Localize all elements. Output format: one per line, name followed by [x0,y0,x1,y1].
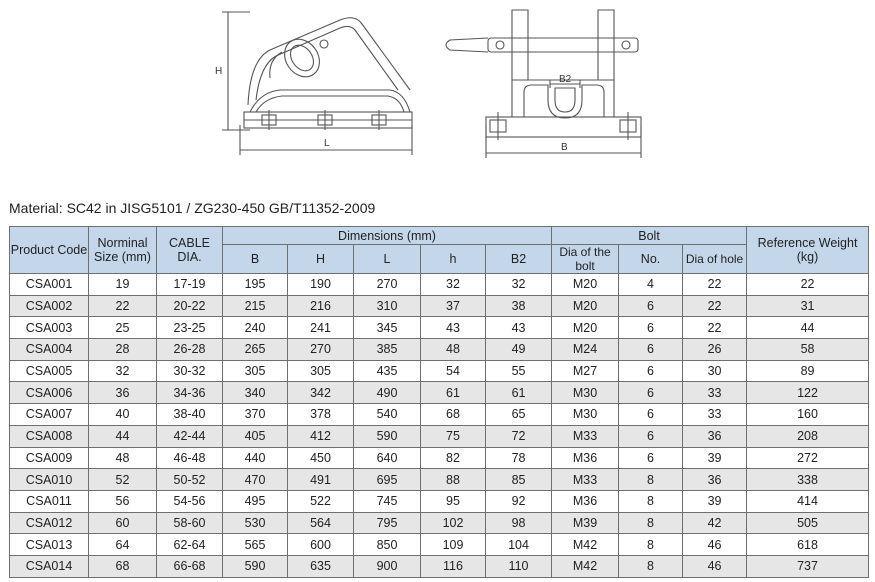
table-cell: 32 [421,274,486,296]
table-cell: 470 [223,469,288,491]
table-cell: 30 [683,360,747,382]
table-cell: 42-44 [157,425,223,447]
table-row [10,512,869,534]
table-cell: 44 [747,317,869,339]
table-cell: 85 [486,469,552,491]
table-body [10,274,869,578]
table-cell: 414 [747,490,869,512]
table-cell: 900 [354,555,421,577]
table-cell: CSA011 [10,490,89,512]
table-cell: 190 [288,274,354,296]
table-cell: 37 [421,295,486,317]
table-cell: 310 [354,295,421,317]
table-cell: M33 [552,469,619,491]
table-cell: 33 [683,404,747,426]
header-product-code: Product Code [10,227,89,274]
table-cell: 795 [354,512,421,534]
header-bolt-dia: Dia of the bolt [552,245,619,274]
table-cell: M33 [552,425,619,447]
table-cell: 30-32 [157,360,223,382]
table-cell: CSA007 [10,404,89,426]
table-row [10,555,869,577]
table-cell: 505 [747,512,869,534]
table-cell: 48 [421,339,486,361]
table-row [10,274,869,296]
table-cell: CSA004 [10,339,89,361]
table-cell: 6 [619,295,683,317]
table-cell: 65 [486,404,552,426]
table-cell: 17-19 [157,274,223,296]
table-cell: 55 [486,360,552,382]
table-cell: CSA009 [10,447,89,469]
table-cell: 635 [288,555,354,577]
table-row [10,469,869,491]
table-cell: 22 [683,295,747,317]
table-cell: M20 [552,295,619,317]
side-view-drawing [222,12,412,155]
table-cell: 82 [421,447,486,469]
table-cell: 42 [683,512,747,534]
table-cell: 38 [486,295,552,317]
table-cell: 370 [223,404,288,426]
table-cell: 618 [747,534,869,556]
b2-label: B2 [559,74,572,85]
table-cell: 435 [354,360,421,382]
table-cell: 68 [89,555,157,577]
spec-table [9,226,869,578]
table-cell: 4 [619,274,683,296]
table-cell: 8 [619,534,683,556]
table-cell: 46 [683,534,747,556]
table-cell: 240 [223,317,288,339]
table-cell: 98 [486,512,552,534]
table-row [10,360,869,382]
table-cell: 40 [89,404,157,426]
table-cell: 342 [288,382,354,404]
table-cell: 8 [619,469,683,491]
table-cell: 565 [223,534,288,556]
technical-drawings [0,0,875,175]
table-cell: 745 [354,490,421,512]
table-cell: 850 [354,534,421,556]
table-cell: 695 [354,469,421,491]
table-cell: 61 [421,382,486,404]
table-cell: 25 [89,317,157,339]
table-cell: 92 [486,490,552,512]
table-cell: 195 [223,274,288,296]
table-cell: 385 [354,339,421,361]
header-dim-l: L [354,245,421,274]
table-cell: 270 [288,339,354,361]
table-cell: 6 [619,382,683,404]
table-cell: 345 [354,317,421,339]
table-cell: CSA008 [10,425,89,447]
table-cell: 49 [486,339,552,361]
table-cell: 405 [223,425,288,447]
table-cell: 43 [486,317,552,339]
table-cell: M39 [552,512,619,534]
table-cell: 33 [683,382,747,404]
table-cell: 20-22 [157,295,223,317]
table-cell: 38-40 [157,404,223,426]
table-cell: 215 [223,295,288,317]
table-cell: 109 [421,534,486,556]
table-row [10,339,869,361]
table-cell: 8 [619,555,683,577]
table-cell: CSA013 [10,534,89,556]
table-cell: CSA010 [10,469,89,491]
table-cell: 6 [619,360,683,382]
table-cell: 46-48 [157,447,223,469]
table-cell: 6 [619,425,683,447]
table-cell: 75 [421,425,486,447]
table-cell: 265 [223,339,288,361]
table-row [10,382,869,404]
table-cell: 6 [619,317,683,339]
header-dim-b: B [223,245,288,274]
table-cell: M36 [552,447,619,469]
table-cell: 64 [89,534,157,556]
header-dim-h-small: h [421,245,486,274]
table-cell: CSA012 [10,512,89,534]
table-cell: 48 [89,447,157,469]
table-cell: 50-52 [157,469,223,491]
table-cell: M30 [552,404,619,426]
table-cell: 62-64 [157,534,223,556]
table-cell: 23-25 [157,317,223,339]
table-cell: 61 [486,382,552,404]
width-label: B [561,142,568,153]
table-cell: 44 [89,425,157,447]
table-cell: 305 [288,360,354,382]
table-cell: 640 [354,447,421,469]
table-cell: 116 [421,555,486,577]
table-cell: 88 [421,469,486,491]
table-cell: 28 [89,339,157,361]
header-cable-dia: CABLE DIA. [157,227,223,274]
table-cell: 338 [747,469,869,491]
table-cell: 54-56 [157,490,223,512]
header-bolt-no: No. [619,245,683,274]
table-cell: CSA001 [10,274,89,296]
table-cell: 72 [486,425,552,447]
table-cell: 54 [421,360,486,382]
table-cell: 160 [747,404,869,426]
table-cell: 22 [747,274,869,296]
table-cell: M36 [552,490,619,512]
table-cell: 490 [354,382,421,404]
table-cell: CSA003 [10,317,89,339]
table-row [10,317,869,339]
header-dim-b2: B2 [486,245,552,274]
table-cell: M42 [552,534,619,556]
table-cell: 241 [288,317,354,339]
table-cell: 68 [421,404,486,426]
table-cell: 564 [288,512,354,534]
table-cell: 26 [683,339,747,361]
table-cell: 110 [486,555,552,577]
table-cell: 34-36 [157,382,223,404]
table-row [10,447,869,469]
table-cell: 26-28 [157,339,223,361]
table-cell: 590 [223,555,288,577]
table-cell: 8 [619,490,683,512]
table-cell: CSA014 [10,555,89,577]
table-cell: 32 [486,274,552,296]
table-cell: 58-60 [157,512,223,534]
header-nominal-size: Norminal Size (mm) [89,227,157,274]
table-cell: 530 [223,512,288,534]
table-cell: 36 [683,425,747,447]
table-cell: 22 [683,317,747,339]
table-cell: 89 [747,360,869,382]
table-cell: 590 [354,425,421,447]
table-cell: 36 [89,382,157,404]
header-bolt-hole: Dia of hole [683,245,747,274]
table-cell: 58 [747,339,869,361]
table-cell: 216 [288,295,354,317]
material-note: Material: SC42 in JISG5101 / ZG230-450 GB/T11352-2009 [9,200,376,216]
table-cell: 6 [619,447,683,469]
table-cell: 600 [288,534,354,556]
table-cell: 32 [89,360,157,382]
table-cell: 270 [354,274,421,296]
table-cell: 440 [223,447,288,469]
table-cell: M42 [552,555,619,577]
table-cell: M20 [552,274,619,296]
table-cell: 43 [421,317,486,339]
table-cell: 540 [354,404,421,426]
table-cell: 78 [486,447,552,469]
table-cell: 104 [486,534,552,556]
table-cell: 737 [747,555,869,577]
table-cell: 46 [683,555,747,577]
table-cell: 36 [683,469,747,491]
table-cell: 340 [223,382,288,404]
front-view-drawing [446,10,641,158]
table-cell: M24 [552,339,619,361]
header-dimensions: Dimensions (mm) [223,227,552,245]
table-cell: 522 [288,490,354,512]
table-cell: 272 [747,447,869,469]
table-cell: 19 [89,274,157,296]
table-cell: CSA006 [10,382,89,404]
table-cell: 102 [421,512,486,534]
table-cell: CSA005 [10,360,89,382]
header-bolt: Bolt [552,227,747,245]
table-cell: 495 [223,490,288,512]
table-cell: 22 [89,295,157,317]
table-cell: 450 [288,447,354,469]
table-cell: 6 [619,339,683,361]
height-label: H [215,66,223,77]
table-cell: 208 [747,425,869,447]
table-cell: 412 [288,425,354,447]
header-dim-h: H [288,245,354,274]
table-row [10,425,869,447]
table-cell: 95 [421,490,486,512]
table-cell: 22 [683,274,747,296]
table-row [10,295,869,317]
table-cell: 122 [747,382,869,404]
table-cell: 66-68 [157,555,223,577]
table-cell: 31 [747,295,869,317]
table-cell: 305 [223,360,288,382]
table-cell: CSA002 [10,295,89,317]
header-reference-weight: Reference Weight (kg) [747,227,869,274]
table-cell: 8 [619,512,683,534]
table-cell: 56 [89,490,157,512]
table-row [10,534,869,556]
table-cell: 60 [89,512,157,534]
length-label: L [324,138,330,149]
table-cell: 39 [683,447,747,469]
table-row [10,490,869,512]
table-cell: 491 [288,469,354,491]
table-cell: M27 [552,360,619,382]
table-row [10,404,869,426]
table-cell: 39 [683,490,747,512]
table-cell: M20 [552,317,619,339]
table-cell: M30 [552,382,619,404]
table-cell: 52 [89,469,157,491]
table-cell: 378 [288,404,354,426]
table-cell: 6 [619,404,683,426]
